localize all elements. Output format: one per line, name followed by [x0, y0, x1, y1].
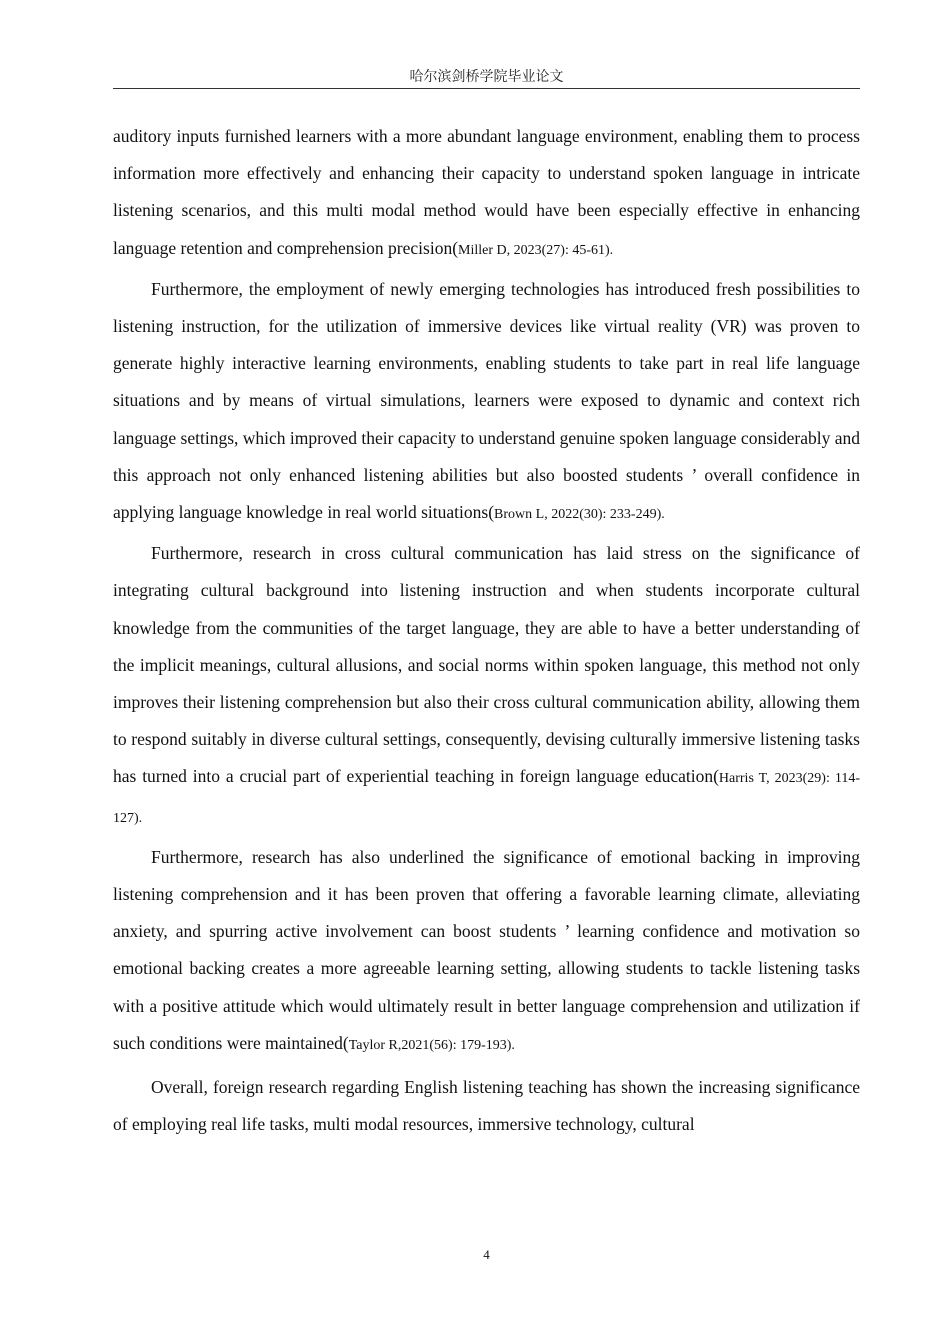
header-divider	[113, 88, 860, 89]
paragraph-text: auditory inputs furnished learners with a more abundant language environment, enabling them to process information more effectively and enhancing their capacity to understand spoken language in intricate listening scenarios, and this multi modal method would have been especially effective in enhancing language retention and comprehension precision(	[113, 126, 860, 258]
paragraph-text: Furthermore, research in cross cultural communication has laid stress on the significance of integrating cultural background into listening instruction and when students incorporate cultural knowledge from the communities of the target language, they are able to have a better understanding of the implicit meanings, cultural allusions, and social norms within spoken language, this method not only improves their listening comprehension but also their cross cultural communication ability, allowing them to respond suitably in diverse cultural settings, consequently, devising culturally immersive listening tasks has turned into a crucial part of experiential teaching in foreign language education(	[113, 543, 860, 787]
page-number: 4	[483, 1247, 490, 1262]
paragraph-5	[113, 1069, 860, 1143]
body-text	[113, 118, 860, 1145]
paragraph-text: Furthermore, the employment of newly emerging technologies has introduced fresh possibilities to listening instruction, for the utilization of immersive devices like virtual reality (VR) was proven to generate highly interactive learning environments, enabling students to take part in real life language situations and by means of virtual simulations, learners were exposed to dynamic and context rich language settings, which improved their capacity to understand genuine spoken language considerably and this approach not only enhanced listening abilities but also boosted students ’ overall confidence in applying language knowledge in real world situations(	[113, 278, 860, 523]
paragraph-citation: Miller D, 2023(27): 45-61).	[458, 242, 614, 258]
paragraph-1	[113, 118, 860, 269]
paragraph-citation: Brown L, 2022(30): 233-249).	[494, 507, 665, 523]
paragraph-citation: Harris T, 2023(29): 114-127).	[113, 771, 860, 826]
paragraph-text: Overall, foreign research regarding English listening teaching has shown the increasing significance of employing real life tasks, multi modal resources, immersive technology, cultural	[113, 1077, 860, 1135]
paragraph-text: Furthermore, research has also underlined the significance of emotional backing in improving listening comprehension and it has been proven that offering a favorable learning climate, alleviating anxiety, and spurring active involvement can boost students ’ learning confidence and motivation so emotional backing creates a more agreeable learning setting, allowing students to tackle listening tasks with a positive attitude which would ultimately result in better language comprehension and utilization if such conditions were maintained(	[113, 846, 860, 1053]
paragraph-4	[113, 839, 860, 1064]
page-header-title: 哈尔滨剑桥学院毕业论文	[409, 69, 564, 85]
paragraph-3	[113, 535, 860, 837]
paragraph-citation: Taylor R,2021(56): 179-193).	[348, 1037, 515, 1053]
paragraph-2	[113, 271, 860, 533]
